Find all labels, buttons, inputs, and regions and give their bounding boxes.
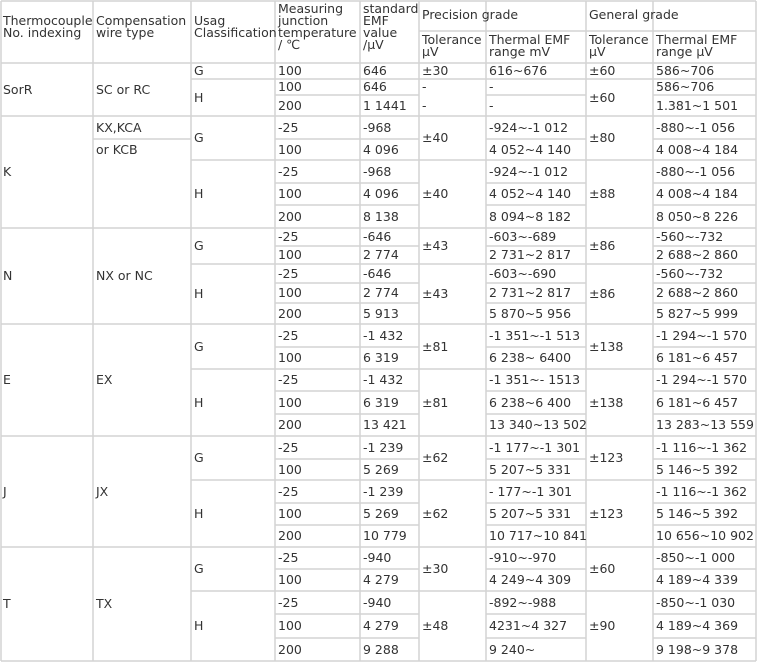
precision-range-cell: - [489, 79, 494, 94]
emf-cell: -646 [363, 229, 392, 244]
temperature-cell: -25 [278, 119, 299, 135]
precision-tolerance: ±43 [422, 238, 449, 253]
precision-tolerance: ±62 [422, 505, 449, 521]
header-general-range: Thermal EMF range μV [656, 32, 738, 59]
precision-tolerance: - [422, 97, 427, 113]
emf-cell: -940 [363, 550, 392, 565]
header-general-tolerance: Tolerance μV [589, 32, 649, 59]
emf-cell: -646 [363, 265, 392, 281]
emf-cell: 4 096 [363, 141, 399, 157]
thermocouple-name: T [3, 596, 11, 611]
temperature-cell: 100 [278, 394, 302, 410]
thermocouple-name: J [3, 483, 7, 499]
precision-range-cell: 5 207~5 331 [489, 461, 572, 477]
temperature-cell: -25 [278, 483, 299, 499]
precision-range-cell: 4 249~4 309 [489, 572, 572, 587]
precision-range-cell: 6 238~6 400 [489, 394, 572, 410]
temperature-cell: 100 [278, 350, 302, 365]
temperature-cell: -25 [278, 265, 299, 281]
temperature-cell: 100 [278, 63, 302, 78]
general-range-cell: 13 283~13 559 [656, 417, 754, 432]
classification-g: G [194, 130, 204, 145]
precision-range-cell: 2 731~2 817 [489, 247, 572, 262]
precision-tolerance: ±81 [422, 394, 449, 410]
wire-type: SC or RC [96, 81, 151, 97]
precision-range-cell: 10 717~10 841 [489, 528, 587, 543]
precision-range-cell: 4 052~4 140 [489, 141, 572, 157]
general-range-cell: -560~-732 [656, 229, 724, 244]
precision-range-cell: -910~-970 [489, 550, 557, 565]
temperature-cell: -25 [278, 163, 299, 179]
emf-cell: 4 279 [363, 618, 399, 633]
temperature-cell: -25 [278, 372, 299, 387]
emf-cell: -1 432 [363, 327, 404, 343]
wire-type: or KCB [96, 141, 138, 157]
precision-range-cell: 4 052~4 140 [489, 186, 572, 201]
emf-cell: -1 432 [363, 372, 404, 387]
precision-tolerance: ±40 [422, 186, 449, 201]
emf-cell: 10 779 [363, 528, 407, 543]
general-range-cell: 6 181~6 457 [656, 350, 739, 365]
emf-cell: 5 269 [363, 461, 399, 477]
general-tolerance: ±60 [589, 561, 616, 576]
classification-g: G [194, 450, 204, 465]
precision-range-cell: 13 340~13 502 [489, 417, 587, 432]
emf-cell: 6 319 [363, 350, 399, 365]
classification-h: H [194, 286, 204, 301]
general-range-cell: 1.381~1 501 [656, 97, 739, 113]
classification-h: H [194, 186, 204, 201]
general-range-cell: 2 688~2 860 [656, 285, 739, 300]
emf-cell: -1 239 [363, 439, 404, 455]
general-range-cell: 10 656~10 902 [656, 528, 754, 543]
classification-h: H [194, 505, 204, 521]
general-tolerance: ±88 [589, 186, 616, 201]
temperature-cell: 200 [278, 528, 302, 543]
general-range-cell: -850~-1 030 [656, 594, 736, 610]
emf-cell: 4 279 [363, 572, 399, 587]
general-range-cell: 6 181~6 457 [656, 394, 739, 410]
classification-g: G [194, 561, 204, 576]
precision-range-cell: 2 731~2 817 [489, 285, 572, 300]
precision-range-cell: -1 177~-1 301 [489, 439, 581, 455]
general-tolerance: ±86 [589, 238, 616, 253]
general-range-cell: -850~-1 000 [656, 550, 736, 565]
precision-range-cell: -1 351~- 1513 [489, 372, 581, 387]
general-tolerance: ±90 [589, 618, 616, 633]
precision-tolerance: ±40 [422, 130, 449, 145]
general-range-cell: 4 189~4 369 [656, 618, 739, 633]
emf-cell: -968 [363, 119, 392, 135]
precision-range-cell: 6 238~ 6400 [489, 350, 572, 365]
temperature-cell: 100 [278, 79, 302, 94]
header-thermocouple: Thermocouple No. indexing [3, 13, 93, 40]
general-tolerance: ±86 [589, 286, 616, 301]
temperature-cell: 100 [278, 285, 302, 300]
emf-cell: 8 138 [363, 208, 399, 224]
emf-cell: -968 [363, 163, 392, 179]
general-range-cell: -1 294~-1 570 [656, 372, 748, 387]
temperature-cell: 200 [278, 305, 302, 321]
precision-range-cell: -924~-1 012 [489, 163, 569, 179]
temperature-cell: 100 [278, 247, 302, 262]
thermocouple-name: K [3, 164, 12, 179]
temperature-cell: 100 [278, 141, 302, 157]
wire-type: EX [96, 372, 113, 387]
header-standard-emf: standard EMF value /μV [363, 1, 419, 52]
wire-type: TX [96, 596, 113, 611]
general-range-cell: 586~706 [656, 63, 715, 78]
classification-g: G [194, 238, 204, 253]
general-range-cell: -560~-732 [656, 265, 724, 281]
temperature-cell: -25 [278, 229, 299, 244]
precision-range-cell: -1 351~-1 513 [489, 327, 581, 343]
precision-tolerance: ±81 [422, 338, 449, 354]
emf-cell: 5 913 [363, 305, 399, 321]
general-range-cell: 5 146~5 392 [656, 461, 739, 477]
header-precision-range: Thermal EMF range mV [489, 32, 571, 59]
emf-cell: 646 [363, 63, 387, 78]
general-range-cell: -1 116~-1 362 [656, 483, 748, 499]
general-tolerance: ±123 [589, 450, 624, 465]
precision-tolerance: ±30 [422, 63, 449, 78]
general-range-cell: 9 198~9 378 [656, 641, 739, 657]
precision-range-cell: - 177~-1 301 [489, 483, 573, 499]
general-tolerance: ±138 [589, 338, 624, 354]
emf-cell: 9 288 [363, 641, 399, 657]
general-range-cell: 4 189~4 339 [656, 572, 739, 587]
emf-cell: 2 774 [363, 285, 399, 300]
thermocouple-name: SorR [3, 81, 33, 97]
general-range-cell: -880~-1 056 [656, 119, 736, 135]
header-precision-grade: Precision grade [422, 7, 519, 22]
classification-h: H [194, 394, 204, 410]
header-compensation-wire: Compensation wire type [96, 13, 187, 40]
emf-cell: 2 774 [363, 247, 399, 262]
header-usage-classification: Usag Classification [194, 13, 277, 40]
emf-cell: -940 [363, 594, 392, 610]
wire-type: JX [96, 483, 109, 499]
emf-cell: 5 269 [363, 506, 399, 521]
precision-range-cell: - [489, 97, 494, 113]
temperature-cell: 100 [278, 461, 302, 477]
temperature-cell: 200 [278, 417, 302, 432]
precision-range-cell: 5 870~5 956 [489, 305, 572, 321]
temperature-cell: 100 [278, 186, 302, 201]
precision-tolerance: ±62 [422, 450, 449, 465]
temperature-cell: 200 [278, 208, 302, 224]
temperature-cell: -25 [278, 594, 299, 610]
general-range-cell: -1 116~-1 362 [656, 439, 748, 455]
header-measuring-junction-temperature: Measuring junction temperature / ℃ [278, 1, 357, 52]
temperature-cell: 200 [278, 97, 302, 113]
general-range-cell: 5 827~5 999 [656, 305, 739, 321]
temperature-cell: 200 [278, 641, 302, 657]
precision-range-cell: 8 094~8 182 [489, 208, 572, 224]
general-tolerance: ±80 [589, 130, 616, 145]
emf-cell: 646 [363, 79, 387, 94]
general-range-cell: 8 050~8 226 [656, 208, 739, 224]
temperature-cell: 100 [278, 506, 302, 521]
temperature-cell: -25 [278, 439, 299, 455]
precision-range-cell: 616~676 [489, 63, 548, 78]
precision-range-cell: -892~-988 [489, 594, 557, 610]
emf-cell: 4 096 [363, 186, 399, 201]
general-range-cell: 2 688~2 860 [656, 247, 739, 262]
emf-cell: 13 421 [363, 417, 407, 432]
general-range-cell: -880~-1 056 [656, 163, 736, 179]
classification-g: G [194, 63, 204, 78]
precision-range-cell: -603~-689 [489, 229, 557, 244]
general-range-cell: 586~706 [656, 79, 715, 94]
general-tolerance: ±60 [589, 89, 616, 105]
temperature-cell: -25 [278, 550, 299, 565]
thermocouple-name: E [3, 372, 11, 387]
precision-tolerance: - [422, 79, 427, 94]
general-tolerance: ±60 [589, 63, 616, 78]
precision-range-cell: -603~-690 [489, 265, 557, 281]
precision-tolerance: ±48 [422, 618, 449, 633]
temperature-cell: 100 [278, 618, 302, 633]
temperature-cell: -25 [278, 327, 299, 343]
precision-tolerance: ±43 [422, 286, 449, 301]
emf-cell: -1 239 [363, 483, 404, 499]
general-range-cell: -1 294~-1 570 [656, 327, 748, 343]
general-range-cell: 5 146~5 392 [656, 506, 739, 521]
temperature-cell: 100 [278, 572, 302, 587]
classification-h: H [194, 618, 204, 633]
wire-type: NX or NC [96, 268, 153, 283]
precision-range-cell: 9 240~ [489, 641, 536, 657]
thermocouple-name: N [3, 268, 13, 283]
classification-g: G [194, 338, 204, 354]
general-range-cell: 4 008~4 184 [656, 186, 739, 201]
general-range-cell: 4 008~4 184 [656, 141, 739, 157]
emf-cell: 1 1441 [363, 97, 407, 113]
wire-type: KX,KCA [96, 119, 142, 135]
general-tolerance: ±138 [589, 394, 624, 410]
general-tolerance: ±123 [589, 505, 624, 521]
precision-range-cell: 4231~4 327 [489, 618, 568, 633]
classification-h: H [194, 89, 204, 105]
precision-tolerance: ±30 [422, 561, 449, 576]
header-general-grade: General grade [589, 7, 679, 22]
precision-range-cell: -924~-1 012 [489, 119, 569, 135]
header-precision-tolerance: Tolerance μV [422, 32, 482, 59]
emf-cell: 6 319 [363, 394, 399, 410]
precision-range-cell: 5 207~5 331 [489, 506, 572, 521]
